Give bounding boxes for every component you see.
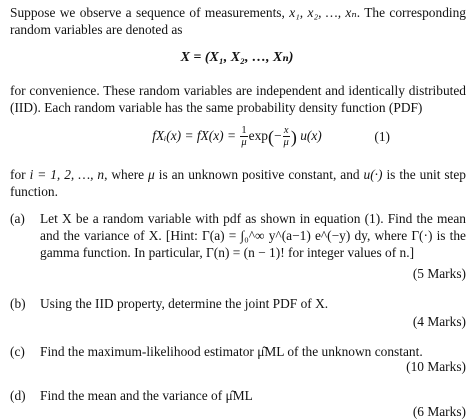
index-range: i = 1, 2, …, n — [29, 167, 105, 182]
inner-denominator: μ — [283, 137, 289, 149]
measurement-sequence: x₁, x₂, …, xₙ — [289, 5, 357, 20]
intro-text-start: Suppose we observe a sequence of measurements, — [10, 5, 290, 20]
fraction-denominator: μ — [241, 137, 247, 149]
inner-numerator: x — [283, 125, 289, 137]
question-b-text: Using the IID property, determine the joint PDF of X. — [40, 296, 329, 311]
inner-fraction — [283, 125, 290, 148]
intro-text-end: . The corresponding random variables are denoted as — [10, 5, 467, 37]
question-c-text: Find the maximum-likelihood estimator μ̂ML of the unknown constant. — [40, 344, 423, 359]
question-c-label: (c) — [10, 344, 25, 359]
question-a-label: (a) — [10, 211, 25, 226]
exp-function: exp — [248, 128, 268, 143]
vector-equation-text: X = (X₁, X₂, …, Xₙ) — [180, 50, 294, 65]
def-text-3: is an unknown positive constant, and — [154, 167, 364, 182]
unit-step-symbol: u(·) — [363, 167, 383, 182]
pdf-fraction — [240, 125, 247, 148]
pdf-lhs: fXᵢ(x) = fX(x) = — [152, 128, 240, 143]
vector-equation — [0, 49, 474, 66]
question-b-label: (b) — [10, 296, 26, 311]
question-b-marks: (4 Marks) — [412, 314, 466, 329]
question-a-marks: (5 Marks) — [412, 266, 466, 281]
equation-number: (1) — [374, 129, 390, 144]
mu-symbol: μ — [148, 167, 155, 182]
question-a-text: Let X be a random variable with pdf as shown in equation (1). Find the mean and the variance of X. [Hint: Γ(a) = ∫₀^∞ y^(a−1) e^(−y) dy, where Γ(·) is the gamma function. In particular, Γ(n) = (n − 1)! for integer values of n.] — [40, 211, 466, 260]
def-text-1: for — [10, 167, 30, 182]
question-d-label: (d) — [10, 388, 26, 403]
question-d-marks: (6 Marks) — [412, 404, 466, 419]
fraction-numerator: 1 — [241, 125, 247, 137]
pdf-equation: fXᵢ(x) = fX(x) = $\frac{1}{\mu}$ exp(− $\frac{x}{\mu}$ ) u(x) — [152, 125, 322, 149]
question-c-marks: (10 Marks) — [406, 359, 466, 374]
question-d-text: Find the mean and the variance of μ̂ML — [40, 388, 253, 403]
definitions-paragraph — [10, 166, 466, 200]
def-text-4: is the unit step function. — [10, 167, 466, 199]
pdf-step-term: u(x) — [300, 128, 322, 143]
left-paren: ( — [267, 126, 274, 147]
right-paren: ) — [290, 126, 297, 147]
intro-paragraph — [10, 4, 466, 38]
iid-paragraph: for convenience. These random variables are independent and identically distributed (IID). Each random variable has the same probability density function (PDF) — [10, 83, 466, 115]
def-text-2: , where — [104, 167, 149, 182]
